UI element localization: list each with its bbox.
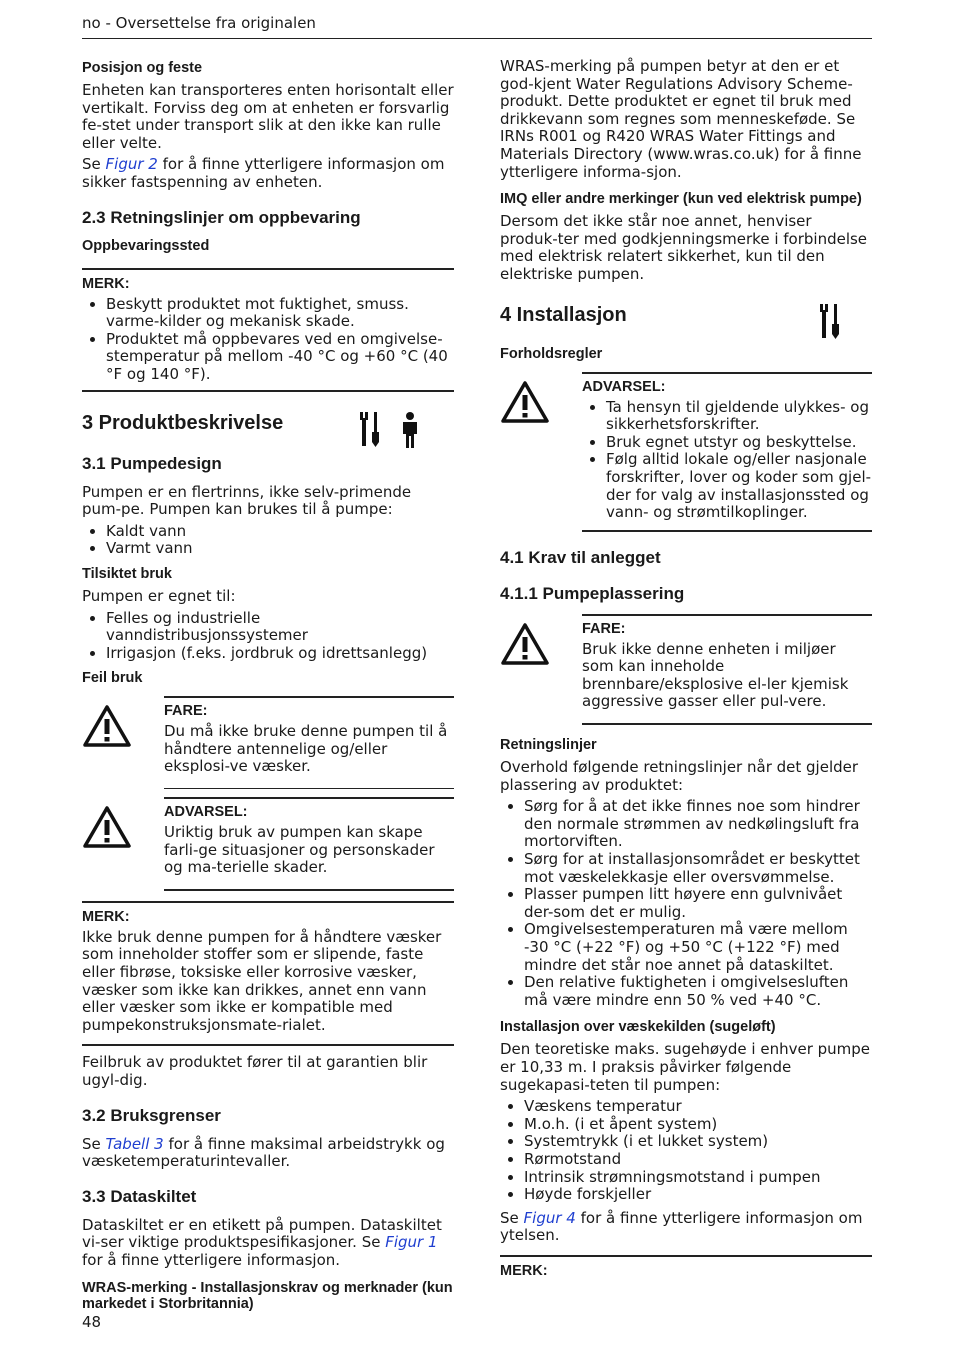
section-heading-3-1: 3.1 Pumpedesign	[82, 453, 222, 473]
warning-notice	[82, 797, 454, 891]
warning-title: ADVARSEL:	[582, 378, 666, 395]
table-link[interactable]: Tabell 3	[105, 1134, 164, 1153]
note-title: MERK:	[82, 275, 130, 292]
list-item: • Omgivelsestemperaturen må være mellom -30 °C (+22 °F) og +50 °C (+122 °F) med mindre det står noe annet på dataskiltet.	[524, 921, 872, 974]
list-item: • Irrigasjon (f.eks. jordbruk og idrettsanlegg)	[106, 645, 454, 663]
subheading-position: Posisjon og feste	[82, 60, 203, 76]
chapter-heading-3: 3 Produktbeskrivelse	[82, 411, 284, 434]
person-icon	[400, 412, 420, 452]
list-item: • Sørg for å at det ikke finnes noe som hindrer den normale strømmen av nedkølingsluft fra mortorviften.	[524, 798, 872, 851]
running-header: no - Oversettelse fra originalen	[82, 14, 316, 32]
list-item: • Ta hensyn til gjeldende ulykkes- og sikkerhetsforskrifter.	[606, 399, 872, 434]
list-item: • Bruk egnet utstyr og beskyttelse.	[606, 434, 872, 452]
list-item: • Plasser pumpen litt høyere enn gulvnivået der-som det er mulig.	[524, 886, 872, 921]
list-item: • Høyde forskjeller	[524, 1186, 872, 1204]
note-text: Ikke bruk denne pumpen for å håndtere væsker som inneholder stoffer som er slipende, faste eller fibrøse, toksiske eller korrosive væsker, væsker som ikke kan drikkes, annet enn vann eller væsker som ikke er kompatible med pumpekonstruksjonsmate-rialet.	[82, 927, 442, 1034]
paragraph: WRAS-merking på pumpen betyr at den er et god-kjent Water Regulations Advisory Scheme-produkt. Dette produktet er egnet til bruk med drikkevann som regnes som menneskeføde. Se IRNs R001 og R420 WRAS Water Fittings and Materials Directory (www.wras.co.uk) for å finne ytterligere informa-sjon.	[500, 57, 862, 181]
paragraph: Feilbruk av produktet fører til at garantien blir ugyl-dig.	[82, 1053, 428, 1089]
section-heading-3-3: 3.3 Dataskiltet	[82, 1186, 197, 1206]
list-item: • Den relative fuktigheten i omgivelsesluften må være mindre enn 50 % ved +40 °C.	[524, 974, 872, 1009]
section-heading-3-2: 3.2 Bruksgrenser	[82, 1105, 221, 1125]
warning-triangle-icon	[500, 372, 582, 532]
list-item: • Kaldt vann	[106, 523, 454, 541]
list-item: • Rørmotstand	[524, 1151, 872, 1169]
chapter-heading-row	[500, 304, 872, 334]
chapter-heading-4: 4 Installasjon	[500, 303, 627, 326]
danger-text: Bruk ikke denne enheten i miljøer som kan inneholde brennbare/eksplosive el-ler kjemisk aggressive gasser eller pul-vere.	[582, 639, 849, 711]
subheading-suction: Installasjon over væskekilden (sugeløft)	[500, 1019, 776, 1036]
warning-triangle-icon	[500, 614, 582, 725]
list-item: • Beskytt produktet mot fuktighet, smuss. varme-kilder og mekanisk skade.	[106, 296, 454, 331]
list-item: • M.o.h. (i et åpent system)	[524, 1116, 872, 1134]
figure-link[interactable]: Figur 4	[523, 1208, 576, 1227]
danger-title: FARE:	[164, 703, 208, 720]
paragraph: Pumpen er en flertrinns, ikke selv-primende pum-pe. Pumpen kan brukes til å pumpe:	[82, 482, 412, 519]
subheading-guidelines: Retningslinjer	[500, 737, 597, 754]
paragraph: Se Figur 2 for å finne ytterligere informasjon om sikker fastspenning av enheten.	[82, 155, 445, 191]
paragraph: Overhold følgende retningslinjer når det gjelder plassering av produktet:	[500, 758, 859, 794]
list-item: • Felles og industrielle vanndistribusjonssystemer	[106, 610, 454, 645]
warning-triangle-icon	[82, 696, 164, 789]
list-item: • Sørg for at installasjonsområdet er beskyttet mot væskelekkasje eller oversvømmelse.	[524, 851, 872, 886]
page-number: 48	[82, 1313, 102, 1331]
subheading-storage: Oppbevaringssted	[82, 237, 210, 254]
list-item: • Væskens temperatur	[524, 1098, 872, 1116]
tools-icon	[360, 412, 382, 452]
subheading-imq: IMQ eller andre merkinger (kun ved elektrisk pumpe)	[500, 191, 862, 208]
list-item: • Varmt vann	[106, 540, 454, 558]
warning-triangle-icon	[82, 797, 164, 891]
paragraph: Se Tabell 3 for å finne maksimal arbeidstrykk og væsketemperaturintevaller.	[82, 1134, 445, 1171]
subheading-intended-use: Tilsiktet bruk	[82, 565, 172, 582]
danger-notice	[82, 696, 454, 789]
paragraph: Dataskiltet er en etikett på pumpen. Dataskiltet vi-ser viktige produktspesifikasjoner. Se Figur 1 for å finne ytterligere informasjon.	[82, 1215, 442, 1269]
tools-icon	[820, 304, 842, 344]
subheading-precautions: Forholdsregler	[500, 345, 603, 362]
list-item: • Produktet må oppbevares ved en omgivelse-stemperatur på mellom -40 °C og +60 °C (40 °F og 140 °F).	[106, 331, 454, 384]
warning-notice	[500, 372, 872, 532]
right-column	[500, 58, 872, 1283]
list-item: • Følg alltid lokale og/eller nasjonale forskrifter, lover og koder som gjel-der for valg av installasjonssted og vann- og strømtilkoplinger.	[606, 451, 872, 521]
danger-notice	[500, 614, 872, 725]
list-item: • Intrinsik strømningsmotstand i pumpen	[524, 1169, 872, 1187]
list-item: • Systemtrykk (i et lukket system)	[524, 1133, 872, 1151]
warning-text: Uriktig bruk av pumpen kan skape farli-ge situasjoner og personskader og ma-terielle skader.	[164, 823, 435, 877]
subheading-wras: WRAS-merking - Installasjonskrav og merknader (kun markedet i Storbritannia)	[82, 1279, 453, 1312]
figure-link[interactable]: Figur 1	[385, 1233, 438, 1252]
danger-text: Du må ikke bruke denne pumpen til å håndtere antennelige og/eller eksplosi-ve væsker.	[164, 722, 448, 776]
note-box	[500, 1255, 872, 1279]
section-heading-4-1-1: 4.1.1 Pumpeplassering	[500, 583, 685, 603]
left-column	[82, 58, 454, 1318]
section-heading-2-3: 2.3 Retningslinjer om oppbevaring	[82, 207, 361, 227]
chapter-heading-row	[82, 412, 454, 442]
note-title: MERK:	[500, 1262, 548, 1279]
header-rule	[82, 38, 872, 39]
section-heading-4-1: 4.1 Krav til anlegget	[500, 547, 661, 567]
paragraph: Den teoretiske maks. sugehøyde i enhver pumpe er 10,33 m. I praksis påvirker følgende sugekapasi-teten til pumpen:	[500, 1040, 871, 1094]
note-box	[82, 268, 454, 392]
paragraph: Pumpen er egnet til:	[82, 586, 236, 605]
warning-title: ADVARSEL:	[164, 804, 248, 821]
danger-title: FARE:	[582, 620, 626, 637]
paragraph: Dersom det ikke står noe annet, henviser produk-ter med godkjenningsmerke i forbindelse med elektrisk relatert sikkerhet, kun til den elektriske pumpen.	[500, 212, 868, 283]
figure-link[interactable]: Figur 2	[105, 155, 158, 174]
subheading-misuse: Feil bruk	[82, 670, 143, 687]
paragraph: Se Figur 4 for å finne ytterligere informasjon om ytelsen.	[500, 1208, 863, 1245]
note-box	[82, 901, 454, 1047]
note-title: MERK:	[82, 908, 130, 925]
paragraph: Enheten kan transporteres enten horisontalt eller vertikalt. Forviss deg om at enheten er forsvarlig fe-stet under transport slik at den ikke kan rulle eller velte.	[82, 81, 454, 152]
